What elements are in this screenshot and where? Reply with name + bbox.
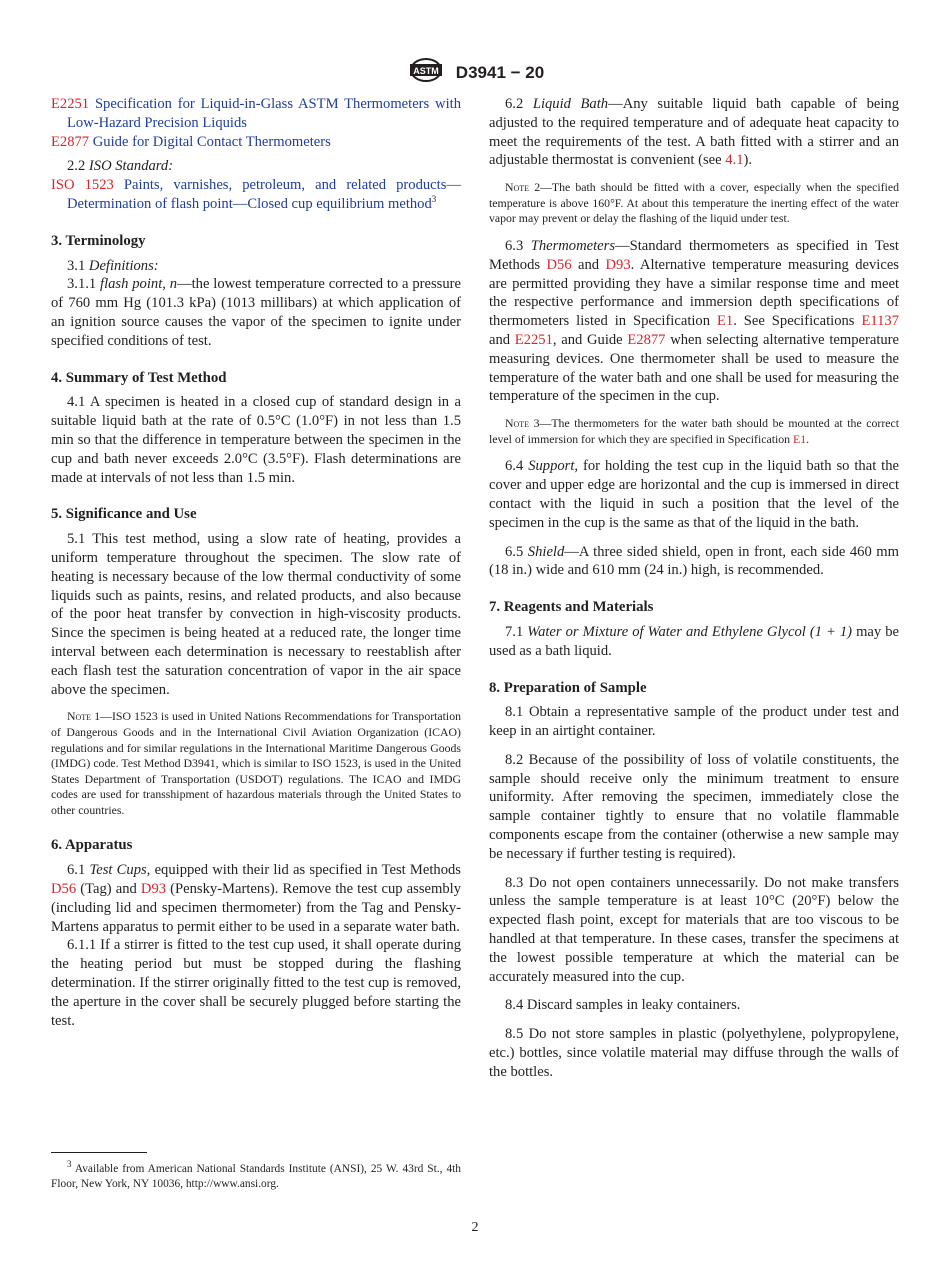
note-3-text: —The thermometers for the water bath should be mounted at the correct level of immersion for which they are specified in Specification <box>489 416 899 446</box>
para-4-1: 4.1 A specimen is heated in a closed cup of standard design in a suitable liquid bath at the rate of 0.5°C (1.0°F) in not less than 1.5 min so that the difference in temperature between the specimen in the cup and bath never exceeds 2.0°C (3.5°F). Flash determinations are made at intervals of not less than 1.5 min. <box>51 394 461 486</box>
para-6-2-text: —Any suitable liquid bath capable of being adjusted to the required temperature and of adequate heat capacity to meet the requirements of the test. A bath fitted with a stirrer and an adjustable thermostat is convenient (see <box>489 96 899 169</box>
ref-e2877-code[interactable]: E2877 <box>51 133 90 150</box>
para-6-3-term: Thermometers <box>530 237 616 254</box>
ref-iso-code[interactable]: ISO 1523 <box>51 177 114 194</box>
para-5-1: 5.1 This test method, using a slow rate of heating, provides a uniform temperature throughout the specimen. The slow rate of heating is necessary because of the low thermal conductivity of some liquids such as paints, resins, and related products, and also because of the poor heat transfer by convection in high-viscosity products. Since the specimen is being heated at a reduced rate, the longer time interval between each determination is necessary to reestablish after each flash test the saturation concentration of vapor in the air space above the specimen. <box>51 531 461 698</box>
para-3-1-1-term: flash point, n <box>100 276 178 293</box>
section-6-heading: 6. Apparatus <box>51 837 133 854</box>
para-6-1 <box>51 861 461 936</box>
footnote-3 <box>51 1159 462 1192</box>
para-8-3: 8.3 Do not open containers unnecessarily. Do not make transfers unless the sample temperature is at least 10°C (20°F) below the expected flash point, except for materials that are too viscous to be handled at that temperature. In these cases, transfer the specimens at the lowest possible temperature at which the material can be accurately measured into the cup. <box>489 874 899 985</box>
ref-e2251-code[interactable]: E2251 <box>51 96 90 112</box>
para-3-1-num: 3.1 <box>67 257 86 274</box>
para-6-1-c: (Pensky-Martens). Remove the test cup assembly (including lid and specimen thermometer) from the Tag and Pensky-Martens apparatus to permit either to be used in a separate water bath. <box>51 881 461 935</box>
link-e2877[interactable]: E2877 <box>627 331 666 348</box>
para-7-1-text: may be used as a bath liquid. <box>489 623 899 659</box>
para-8-2: 8.2 Because of the possibility of loss of volatile constituents, the sample should receive only the minimum treatment to ensure uniformity. After removing the specimen, immediately close the sample container tightly to ensure that no volatile flammable components escape from the container (otherwise a new sample may be necessary if further testing is required). <box>489 751 899 862</box>
para-6-3 <box>489 237 899 406</box>
section-8-heading: 8. Preparation of Sample <box>489 679 647 696</box>
footnote-divider <box>51 1152 147 1153</box>
footnote-3-text: Available from American National Standards Institute (ANSI), 25 W. 43rd St., 4th Floor, New York, NY 10036, http://www.ansi.org. <box>51 1163 462 1190</box>
ref-e2877-title[interactable]: Guide for Digital Contact Thermometers <box>92 133 331 150</box>
note-2-label: Note 2 <box>505 180 541 195</box>
para-6-1-term: Test Cups, <box>89 862 151 879</box>
para-8-1: 8.1 Obtain a representative sample of the product under test and keep in an airtight container. <box>489 704 899 740</box>
section-5-heading: 5. Significance and Use <box>51 506 197 523</box>
note-3-label: Note 3 <box>505 416 540 431</box>
ref-iso-1523 <box>51 176 461 214</box>
note-2 <box>489 180 899 227</box>
link-e1-note[interactable]: E1 <box>793 431 807 446</box>
ref-iso-title[interactable]: Paints, varnishes, petroleum, and related products—Determination of flash point—Closed cup equilibrium method <box>67 177 461 212</box>
para-6-3-d: , and Guide <box>552 331 623 348</box>
note-1 <box>51 709 461 818</box>
astm-logo-text: ASTM <box>413 66 439 76</box>
note-1-text: —ISO 1523 is used in United Nations Recommendations for Transportation of Dangerous Goods and in the International Civil Aviation Organization (ICAO) regulations and for similar regulations in the International Maritime Dangerous Goods (IMDG) code. Test Method D3941, which is similar to ISO 1523, is used in the United States Department of Transportation (USDOT) regulations. The ICAO and IMDG codes are used for transshipment of hazardous materials through the United States to other countries. <box>51 709 462 817</box>
para-3-1-1-num: 3.1.1 <box>67 276 97 293</box>
para-6-1-num: 6.1 <box>67 862 86 879</box>
para-6-1-b: (Tag) and <box>80 881 137 898</box>
para-6-2 <box>489 95 899 170</box>
para-6-5 <box>489 543 899 581</box>
link-d93-b[interactable]: D93 <box>605 256 631 273</box>
para-6-1-1: 6.1.1 If a stirrer is fitted to the test cup used, it shall operate during the heating period but must be stopped during the flashing determination. If the stirrer originally fitted to the test cup is removed, the aperture in the cover shall be securely plugged before starting the test. <box>51 937 461 1029</box>
iso-heading-num: 2.2 <box>67 158 86 175</box>
para-6-4-num: 6.4 <box>505 458 524 475</box>
iso-standard-heading <box>51 157 461 176</box>
para-6-3-num: 6.3 <box>505 237 524 254</box>
left-column <box>51 95 461 1030</box>
ref-e2251-title[interactable]: Specification for Liquid-in-Glass ASTM Thermometers with Low-Hazard Precision Liquids <box>67 96 461 131</box>
para-6-5-num: 6.5 <box>505 543 524 560</box>
para-6-5-text: —A three sided shield, open in front, each side 460 mm (18 in.) wide and 610 mm (24 in.) high, is recommended. <box>489 543 900 579</box>
para-6-4 <box>489 457 899 532</box>
link-e1[interactable]: E1 <box>716 313 734 330</box>
link-d56-b[interactable]: D56 <box>546 256 572 273</box>
para-8-5: 8.5 Do not store samples in plastic (polyethylene, polypropylene, etc.) bottles, since volatile material may diffuse through the walls of the bottles. <box>489 1026 899 1080</box>
para-3-1-1-text: —the lowest temperature corrected to a pressure of 760 mm Hg (101.3 kPa) (1013 millibars) at which application of an ignition source causes the vapor of the specimen to ignite under specified conditions of test. <box>51 276 461 349</box>
note-2-text: —The bath should be fitted with a cover, especially when the specified temperature is above 160°F. At about this temperature the inerting effect of the water vapor may prevent or delay the flashing of the liquid under test. <box>489 180 899 226</box>
link-4-1[interactable]: 4.1 <box>725 152 744 169</box>
para-6-4-text: for holding the test cup in the liquid bath so that the cover and upper edge are horizontal and the cup is immersed in direct contact with the liquid in such a position that the level of the specimen in the cup is the same as that of the liquid in the bath. <box>489 458 899 531</box>
page-number: 2 <box>471 1220 479 1235</box>
footnote-3-marker: 3 <box>67 1159 72 1170</box>
para-7-1 <box>489 623 899 661</box>
para-6-3-b: . Alternative temperature measuring devices are permitted providing they have a similar response time and meet the respective performance and immersion depth specifications of thermometers listed in Specification <box>489 256 899 330</box>
para-6-3-c: . See Specifications <box>733 313 855 330</box>
para-6-3-and1: and <box>578 256 600 273</box>
page-header <box>0 57 950 88</box>
note-3-end: . <box>806 431 810 446</box>
section-7-heading: 7. Reagents and Materials <box>489 599 654 616</box>
link-d56[interactable]: D56 <box>51 881 77 898</box>
para-7-1-num: 7.1 <box>505 623 524 640</box>
para-7-1-term: Water or Mixture of Water and Ethylene Glycol (1 + 1) <box>527 623 853 640</box>
para-6-2-end: ). <box>743 152 753 169</box>
ref-e2251 <box>51 95 461 133</box>
iso-heading-title: ISO Standard: <box>88 158 174 175</box>
note-1-label: Note 1 <box>67 709 101 724</box>
para-6-5-term: Shield <box>527 543 565 560</box>
link-e2251[interactable]: E2251 <box>514 331 553 348</box>
para-6-3-a: —Standard thermometers as specified in Test Methods <box>489 237 899 273</box>
astm-logo-icon <box>406 57 446 88</box>
ref-iso-footnote-marker: 3 <box>431 194 437 205</box>
ref-e2877 <box>51 133 461 152</box>
section-3-heading: 3. Terminology <box>51 232 146 249</box>
para-6-2-term: Liquid Bath <box>532 96 609 112</box>
para-3-1-title: Definitions: <box>88 257 159 274</box>
para-3-1-1 <box>51 275 461 350</box>
para-3-1 <box>51 257 461 276</box>
para-6-4-term: Support, <box>528 458 579 475</box>
link-e1137[interactable]: E1137 <box>861 313 899 330</box>
note-3 <box>489 416 899 447</box>
para-8-4: 8.4 Discard samples in leaky containers. <box>505 997 741 1014</box>
section-4-heading: 4. Summary of Test Method <box>51 369 227 386</box>
document-code: D3941 − 20 <box>455 62 545 82</box>
para-6-3-and2: and <box>489 331 511 348</box>
para-6-2-num: 6.2 <box>505 96 524 112</box>
para-6-1-a: equipped with their lid as specified in Test Methods <box>154 862 461 879</box>
right-column <box>489 95 899 1082</box>
para-6-3-e: when selecting alternative temperature measuring devices. One thermometer shall be used to measure the temperature of the water bath and one shall be used for measuring the temperature of the specimen in the cup. <box>489 331 900 405</box>
link-d93[interactable]: D93 <box>140 881 167 898</box>
